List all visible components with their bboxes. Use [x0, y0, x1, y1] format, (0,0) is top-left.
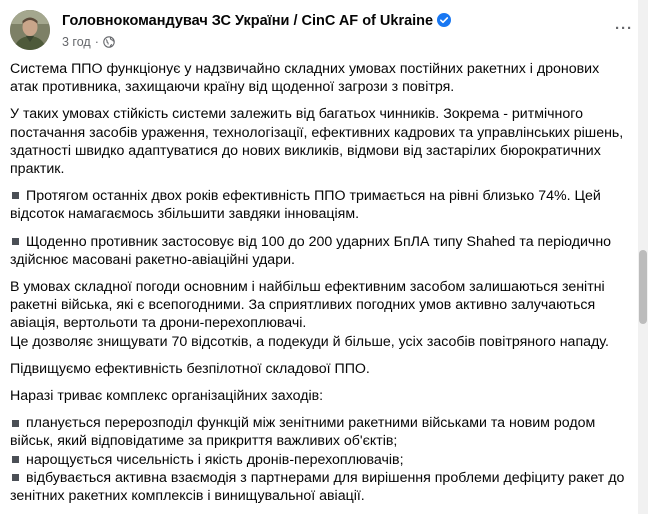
author-name[interactable] [62, 13, 451, 31]
post-header [10, 10, 638, 54]
more-options-icon: ··· [615, 19, 633, 37]
scrollbar-thumb[interactable] [639, 250, 647, 324]
list-item [10, 414, 630, 450]
list-item-text: відбувається активна взаємодія з партнерами для вирішення проблеми дефіциту ракет до зенітних ракетних комплексів і винищувальної авіації. [10, 469, 625, 505]
list-item [10, 451, 630, 469]
paragraph-efficiency-text: Протягом останніх двох років ефективність ППО тримається на рівні близько 74%. Цей відсоток намагаємось збільшити завдяки інноваціям. [10, 188, 601, 223]
paragraph-efficiency [10, 187, 630, 223]
bullet-icon [12, 456, 19, 463]
bullet-icon [12, 192, 19, 199]
scrollbar[interactable] [638, 0, 648, 514]
post-time[interactable]: 3 год [62, 35, 91, 49]
list-item-text: планується перерозподіл функцій між зенітними ракетними військами та новим родом військ, який відповідатиме за прикриття важливих об'єктів; [10, 415, 596, 450]
author-name-text[interactable]: Головнокомандувач ЗС України / CinC AF of Ukraine [62, 13, 434, 29]
list-item [10, 469, 630, 505]
paragraph-intro: Система ППО функціонує у надзвичайно складних умовах постійних ракетних і дронових атак противника, захищаючи країну від щоденної загрози з повітря. [10, 61, 600, 96]
bullet-icon [12, 474, 19, 481]
bullet-icon [12, 420, 19, 427]
paragraph-measures: Наразі триває комплекс організаційних заходів: [10, 388, 324, 405]
verified-badge-icon [437, 13, 451, 31]
paragraph-drones-text: Щоденно противник застосовує від 100 до 200 ударних БпЛА типу Shahed та періодично здійснює масовані ракетно-авіаційні удари. [10, 233, 612, 268]
paragraph-unmanned: Підвищуємо ефективність безпілотної складової ППО. [10, 360, 370, 377]
list-item-text: нарощується чисельність і якість дронів-перехоплювачів; [26, 451, 404, 468]
paragraph-factors: У таких умовах стійкість системи залежить від багатьох чинників. Зокрема - ритмічного постачання засобів ураження, технологізації, ефективних кадрових та управлінських рішень, здатності швидко адаптуватися до нових викликів, відмови від застарілих бюрократичних практик. [10, 106, 624, 178]
avatar[interactable] [10, 10, 50, 50]
paragraph-drones [10, 233, 630, 269]
meta-separator: · [94, 35, 99, 49]
paragraph-weather: В умовах складної погоди основним і найбільш ефективним засобом залишаються зенітні ракетні війська, які є всепогодними. За сприятливих погодних умов активно залучаються авіація, вертольоти та дрони-перехоплювачі. [10, 279, 605, 332]
globe-icon [103, 36, 115, 51]
paragraph-destroy: Це дозволяє знищувати 70 відсотків, а подекуди й більше, усіх засобів повітряного нападу. [10, 333, 609, 350]
post-body [10, 60, 630, 505]
bullet-icon [12, 238, 19, 245]
post-meta [62, 35, 115, 51]
more-options-button[interactable] [610, 14, 638, 42]
